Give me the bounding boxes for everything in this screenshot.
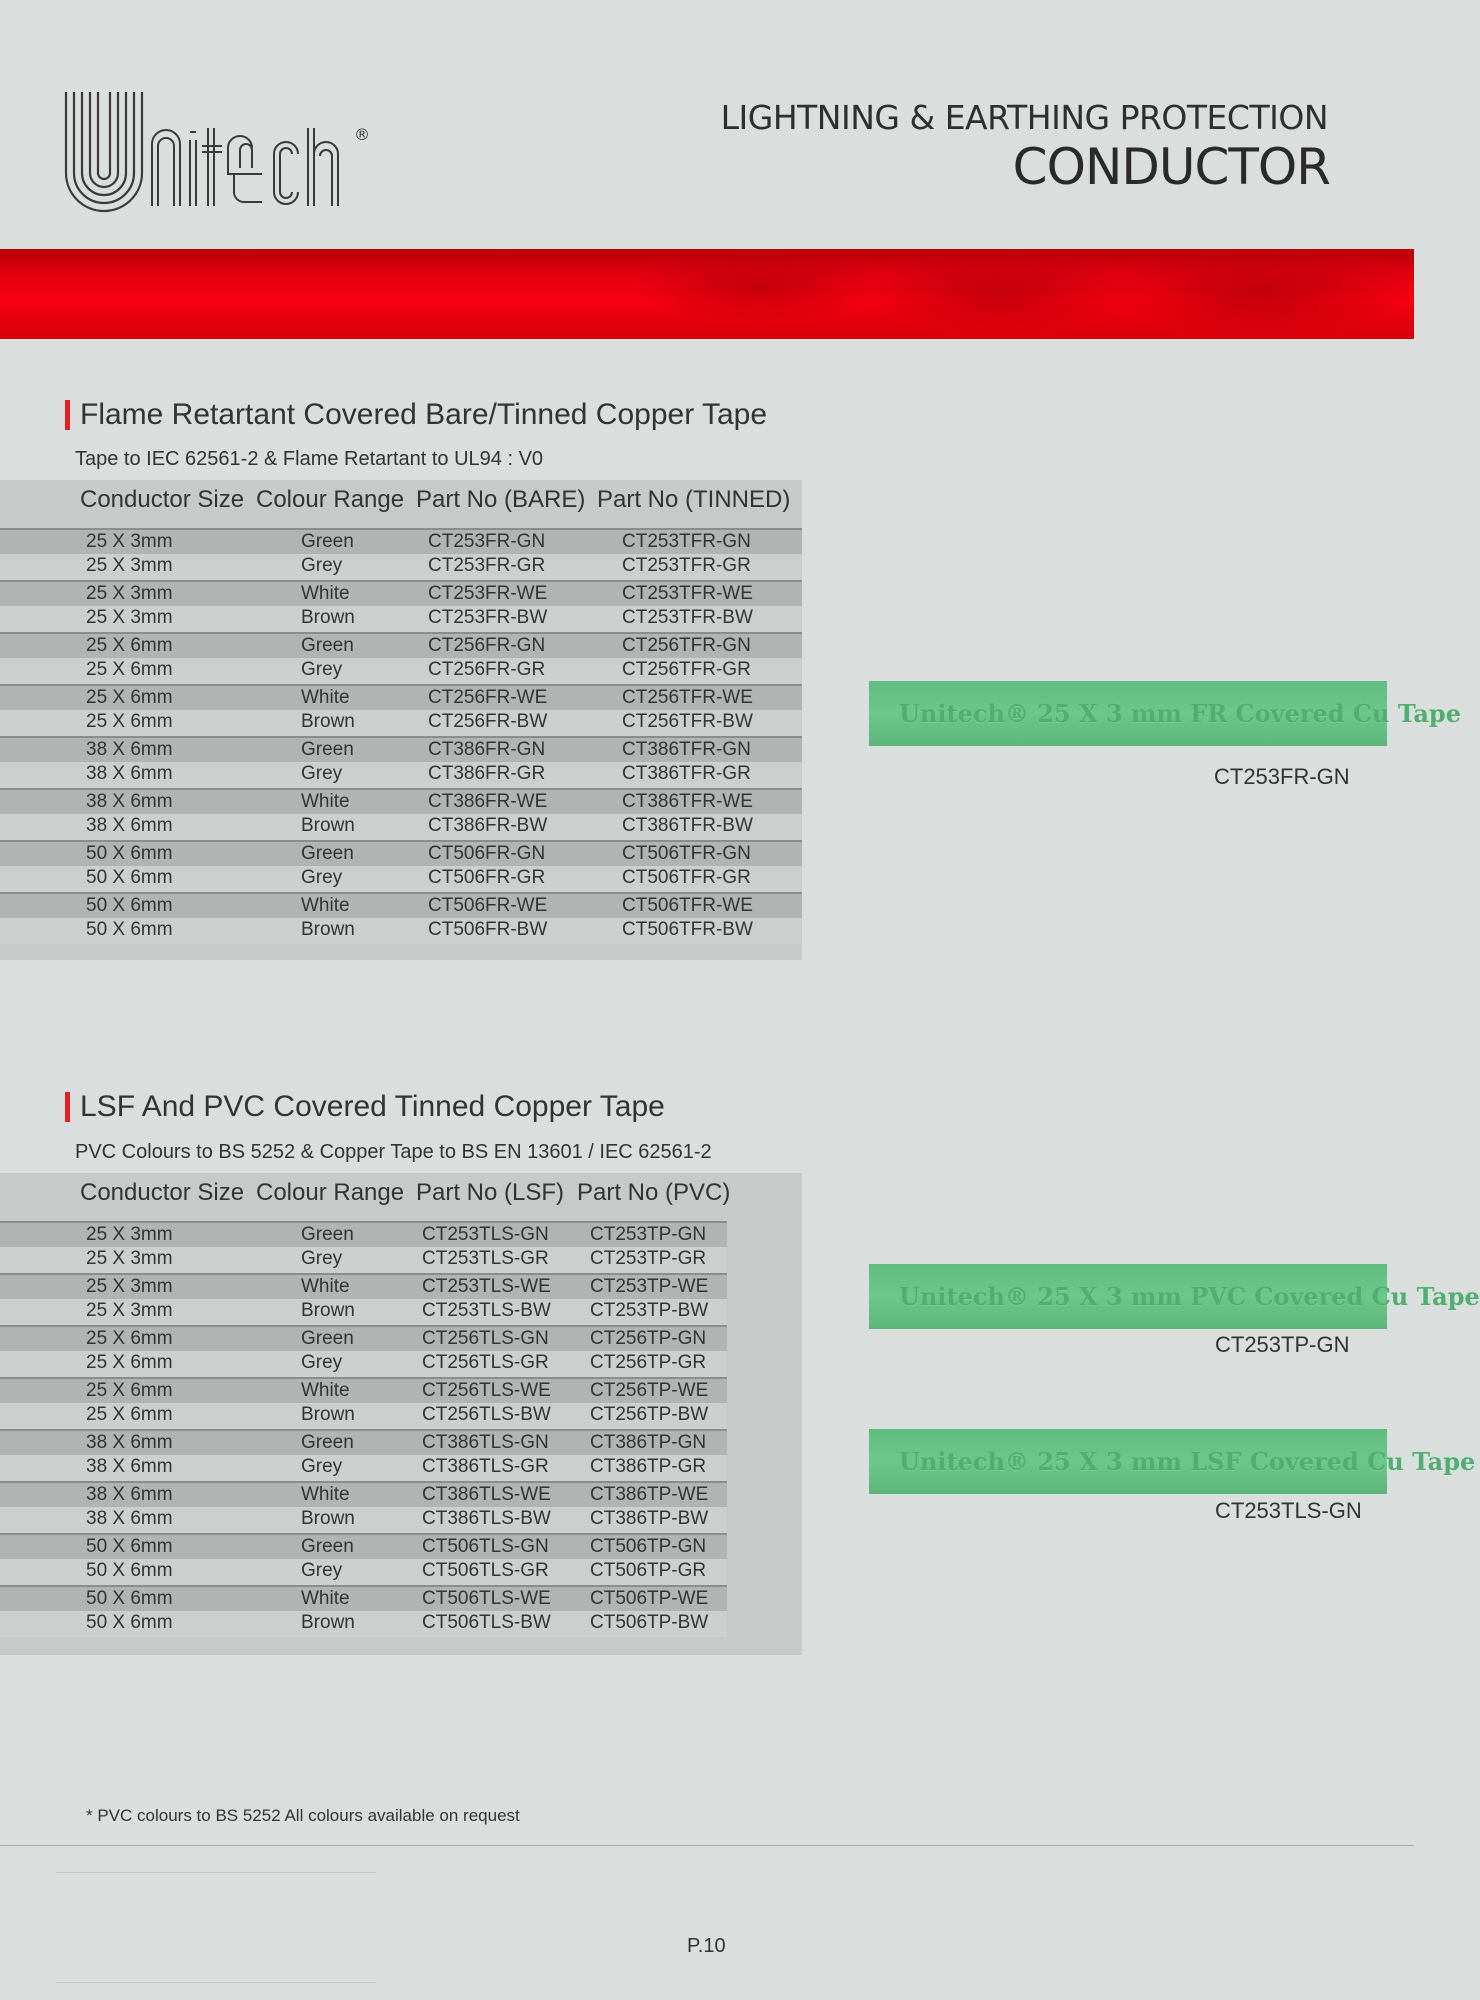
table-cell: 25 X 3mm: [86, 1276, 173, 1297]
table-cell: CT253TFR-GR: [622, 555, 751, 576]
section2-table-body: [0, 1221, 727, 1637]
table-row: [0, 710, 802, 736]
table-cell: Grey: [301, 1560, 343, 1581]
table-cell: CT386TP-BW: [590, 1508, 709, 1529]
table-cell: 25 X 6mm: [86, 711, 173, 732]
table-cell: CT253TP-WE: [590, 1276, 709, 1297]
table-cell: CT256TP-GN: [590, 1328, 707, 1349]
table-row: [0, 1299, 727, 1325]
table-row: [0, 1221, 727, 1247]
section2-table: [0, 1173, 802, 1655]
table-cell: Brown: [301, 1612, 355, 1633]
table-row: [0, 554, 802, 580]
section1-subtitle: Tape to IEC 62561-2 & Flame Retartant to UL94 : V0: [75, 448, 544, 470]
table-cell: 25 X 3mm: [86, 607, 173, 628]
table-cell: Green: [301, 1432, 354, 1453]
table-cell: CT256TLS-BW: [422, 1404, 551, 1425]
footer-rule: [56, 1872, 376, 1873]
column-header: Conductor Size: [80, 1179, 245, 1206]
table-cell: CT256TLS-GN: [422, 1328, 549, 1349]
table-cell: CT253FR-WE: [428, 583, 548, 604]
table-cell: CT506TP-GN: [590, 1536, 707, 1557]
unitech-logo-icon: [62, 88, 382, 218]
table-row: [0, 1559, 727, 1585]
table-cell: 50 X 6mm: [86, 1560, 173, 1581]
table-cell: Grey: [301, 555, 343, 576]
table-cell: 38 X 6mm: [86, 791, 173, 812]
table-cell: 50 X 6mm: [86, 1588, 173, 1609]
table-row: [0, 1325, 727, 1351]
table-cell: Grey: [301, 763, 343, 784]
tape-sample-pvc: [869, 1264, 1480, 1329]
table-cell: CT256FR-GN: [428, 635, 546, 656]
registered-mark: ®: [354, 125, 370, 144]
tape-print-text: Unitech® 25 X 3 mm LSF Covered Cu Tape: [899, 1447, 1476, 1476]
column-header: Colour Range: [256, 486, 405, 513]
table-cell: CT506TLS-WE: [422, 1588, 551, 1609]
tape-caption: CT253TLS-GN: [1215, 1498, 1362, 1523]
table-cell: White: [301, 791, 350, 812]
table-cell: Grey: [301, 659, 343, 680]
table-cell: 25 X 3mm: [86, 1248, 173, 1269]
table-cell: Brown: [301, 1508, 355, 1529]
table-cell: CT506TLS-GN: [422, 1536, 549, 1557]
table-cell: CT253TFR-GN: [622, 531, 751, 552]
header-title-line2: CONDUCTOR: [1012, 138, 1330, 196]
table-cell: CT256TFR-GN: [622, 635, 751, 656]
table-cell: White: [301, 583, 350, 604]
table-cell: CT256TFR-WE: [622, 687, 753, 708]
table-cell: Grey: [301, 1248, 343, 1269]
table-cell: CT253TFR-BW: [622, 607, 753, 628]
column-header: Colour Range: [256, 1179, 405, 1206]
table-cell: 25 X 6mm: [86, 1328, 173, 1349]
table-cell: Green: [301, 843, 354, 864]
table-cell: CT253TP-BW: [590, 1300, 709, 1321]
table-cell: CT256FR-BW: [428, 711, 548, 732]
table-cell: Green: [301, 531, 354, 552]
table-cell: White: [301, 1484, 350, 1505]
table-row: [0, 1585, 727, 1611]
table-cell: 50 X 6mm: [86, 919, 173, 940]
table-cell: CT506TP-WE: [590, 1588, 709, 1609]
header-title-line1: LIGHTNING & EARTHING PROTECTION: [720, 98, 1328, 137]
table-row: [0, 684, 802, 710]
footer-divider: [0, 1845, 1414, 1846]
table-row: [0, 658, 802, 684]
table-cell: CT386TLS-GR: [422, 1456, 549, 1477]
table-cell: CT256TFR-GR: [622, 659, 751, 680]
table-cell: Green: [301, 1224, 354, 1245]
table-cell: 38 X 6mm: [86, 763, 173, 784]
table-cell: CT386FR-GR: [428, 763, 546, 784]
table-row: [0, 1611, 727, 1637]
table-cell: CT256TFR-BW: [622, 711, 753, 732]
table-cell: Grey: [301, 867, 343, 888]
table-row: [0, 1403, 727, 1429]
table-cell: CT256FR-GR: [428, 659, 546, 680]
table-cell: CT386TLS-BW: [422, 1508, 551, 1529]
table-cell: White: [301, 1380, 350, 1401]
table-cell: Green: [301, 1536, 354, 1557]
table-cell: CT386TP-WE: [590, 1484, 709, 1505]
table-cell: 38 X 6mm: [86, 1484, 173, 1505]
table-cell: CT506TP-BW: [590, 1612, 709, 1633]
table-cell: CT253TFR-WE: [622, 583, 753, 604]
table-cell: CT256TP-BW: [590, 1404, 709, 1425]
table-cell: Brown: [301, 815, 355, 836]
table-cell: Brown: [301, 1300, 355, 1321]
table-cell: CT253TP-GR: [590, 1248, 707, 1269]
table-row: [0, 1507, 727, 1533]
table-row: [0, 866, 802, 892]
tape-print-text: Unitech® 25 X 3 mm FR Covered Cu Tape: [899, 699, 1461, 728]
table-cell: CT386TP-GN: [590, 1432, 707, 1453]
table-row: [0, 762, 802, 788]
table-row: [0, 788, 802, 814]
table-cell: Grey: [301, 1352, 343, 1373]
table-cell: CT506TFR-WE: [622, 895, 753, 916]
section2-title: LSF And PVC Covered Tinned Copper Tape: [65, 1092, 665, 1122]
table-cell: 38 X 6mm: [86, 1456, 173, 1477]
table-cell: CT386TFR-BW: [622, 815, 753, 836]
tape-sample-fr: [869, 681, 1461, 746]
table-cell: 38 X 6mm: [86, 739, 173, 760]
section1-table: [0, 480, 802, 960]
table-cell: White: [301, 687, 350, 708]
table-cell: 38 X 6mm: [86, 1508, 173, 1529]
table-cell: CT386TFR-GN: [622, 739, 751, 760]
table-row: [0, 580, 802, 606]
table-row: [0, 632, 802, 658]
table-cell: CT253TLS-WE: [422, 1276, 551, 1297]
table-cell: CT506TLS-BW: [422, 1612, 551, 1633]
page-number: P.10: [687, 1935, 726, 1957]
tape-caption: CT253TP-GN: [1215, 1332, 1350, 1357]
table-cell: CT386TFR-WE: [622, 791, 753, 812]
red-banner: [0, 249, 1414, 339]
table-cell: CT256TLS-GR: [422, 1352, 549, 1373]
table-row: [0, 736, 802, 762]
tape-sample-lsf: [869, 1429, 1476, 1494]
table-cell: CT253FR-BW: [428, 607, 548, 628]
table-cell: Brown: [301, 1404, 355, 1425]
table-cell: Green: [301, 635, 354, 656]
table-cell: CT506TFR-GN: [622, 843, 751, 864]
table-cell: CT256TP-WE: [590, 1380, 709, 1401]
table-cell: CT506TFR-BW: [622, 919, 753, 940]
table-cell: 50 X 6mm: [86, 843, 173, 864]
footer-rule: [56, 1982, 376, 1983]
table-cell: CT256FR-WE: [428, 687, 548, 708]
table-cell: 25 X 6mm: [86, 1352, 173, 1373]
table-cell: 25 X 3mm: [86, 555, 173, 576]
tape-print-text: Unitech® 25 X 3 mm PVC Covered Cu Tape: [899, 1282, 1480, 1311]
table-cell: CT256TLS-WE: [422, 1380, 551, 1401]
table-cell: 25 X 6mm: [86, 1380, 173, 1401]
table-cell: 25 X 3mm: [86, 1300, 173, 1321]
table-cell: Green: [301, 739, 354, 760]
table-cell: Grey: [301, 1456, 343, 1477]
table-cell: CT386TLS-WE: [422, 1484, 551, 1505]
table-cell: 25 X 6mm: [86, 635, 173, 656]
table-cell: 50 X 6mm: [86, 1536, 173, 1557]
footnote: * PVC colours to BS 5252 All colours available on request: [86, 1806, 520, 1825]
table-row: [0, 1455, 727, 1481]
table-cell: 50 X 6mm: [86, 895, 173, 916]
table-cell: 25 X 3mm: [86, 583, 173, 604]
table-cell: CT253TP-GN: [590, 1224, 707, 1245]
table-row: [0, 1533, 727, 1559]
table-cell: 25 X 6mm: [86, 687, 173, 708]
table-row: [0, 1429, 727, 1455]
table-cell: CT506TFR-GR: [622, 867, 751, 888]
table-row: [0, 606, 802, 632]
table-row: [0, 814, 802, 840]
table-row: [0, 840, 802, 866]
table-cell: 25 X 3mm: [86, 531, 173, 552]
table-cell: CT253TLS-GN: [422, 1224, 549, 1245]
table-cell: CT253TLS-GR: [422, 1248, 549, 1269]
column-header: Part No (BARE): [416, 486, 586, 513]
table-cell: CT506FR-BW: [428, 919, 548, 940]
table-cell: Brown: [301, 919, 355, 940]
table-cell: CT386FR-WE: [428, 791, 548, 812]
table-cell: CT253FR-GR: [428, 555, 546, 576]
section2-subtitle: PVC Colours to BS 5252 & Copper Tape to BS EN 13601 / IEC 62561-2: [75, 1141, 712, 1163]
table-cell: CT386TFR-GR: [622, 763, 751, 784]
section1-title: Flame Retartant Covered Bare/Tinned Copper Tape: [65, 400, 767, 430]
table-cell: CT386FR-BW: [428, 815, 548, 836]
table-cell: CT506FR-WE: [428, 895, 548, 916]
column-header: Part No (LSF): [416, 1179, 565, 1206]
unitech-logo: [62, 88, 382, 218]
table-cell: Brown: [301, 607, 355, 628]
column-header: Conductor Size: [80, 486, 245, 513]
table-cell: CT506FR-GN: [428, 843, 546, 864]
table-cell: 25 X 6mm: [86, 1404, 173, 1425]
section1-table-body: [0, 528, 802, 944]
table-cell: 38 X 6mm: [86, 815, 173, 836]
table-cell: CT506FR-GR: [428, 867, 546, 888]
table-cell: CT386TLS-GN: [422, 1432, 549, 1453]
section2-table-header: [0, 1173, 802, 1221]
table-row: [0, 1481, 727, 1507]
table-cell: CT386FR-GN: [428, 739, 546, 760]
table-cell: White: [301, 1588, 350, 1609]
table-cell: CT506TLS-GR: [422, 1560, 549, 1581]
table-cell: 50 X 6mm: [86, 867, 173, 888]
table-row: [0, 918, 802, 944]
table-cell: Green: [301, 1328, 354, 1349]
table-cell: 50 X 6mm: [86, 1612, 173, 1633]
column-header: Part No (TINNED): [597, 486, 791, 513]
section1-table-header: [0, 480, 802, 528]
table-cell: 25 X 6mm: [86, 659, 173, 680]
table-cell: CT253TLS-BW: [422, 1300, 551, 1321]
table-cell: CT506TP-GR: [590, 1560, 707, 1581]
table-row: [0, 1377, 727, 1403]
tape-caption: CT253FR-GN: [1214, 764, 1350, 789]
table-cell: CT256TP-GR: [590, 1352, 707, 1373]
table-cell: 25 X 3mm: [86, 1224, 173, 1245]
table-cell: White: [301, 895, 350, 916]
column-header: Part No (PVC): [577, 1179, 731, 1206]
table-row: [0, 1351, 727, 1377]
table-cell: CT386TP-GR: [590, 1456, 707, 1477]
table-cell: Brown: [301, 711, 355, 732]
table-cell: White: [301, 1276, 350, 1297]
table-row: [0, 528, 802, 554]
table-cell: CT253FR-GN: [428, 531, 546, 552]
table-row: [0, 1273, 727, 1299]
table-cell: 38 X 6mm: [86, 1432, 173, 1453]
table-row: [0, 1247, 727, 1273]
table-row: [0, 892, 802, 918]
